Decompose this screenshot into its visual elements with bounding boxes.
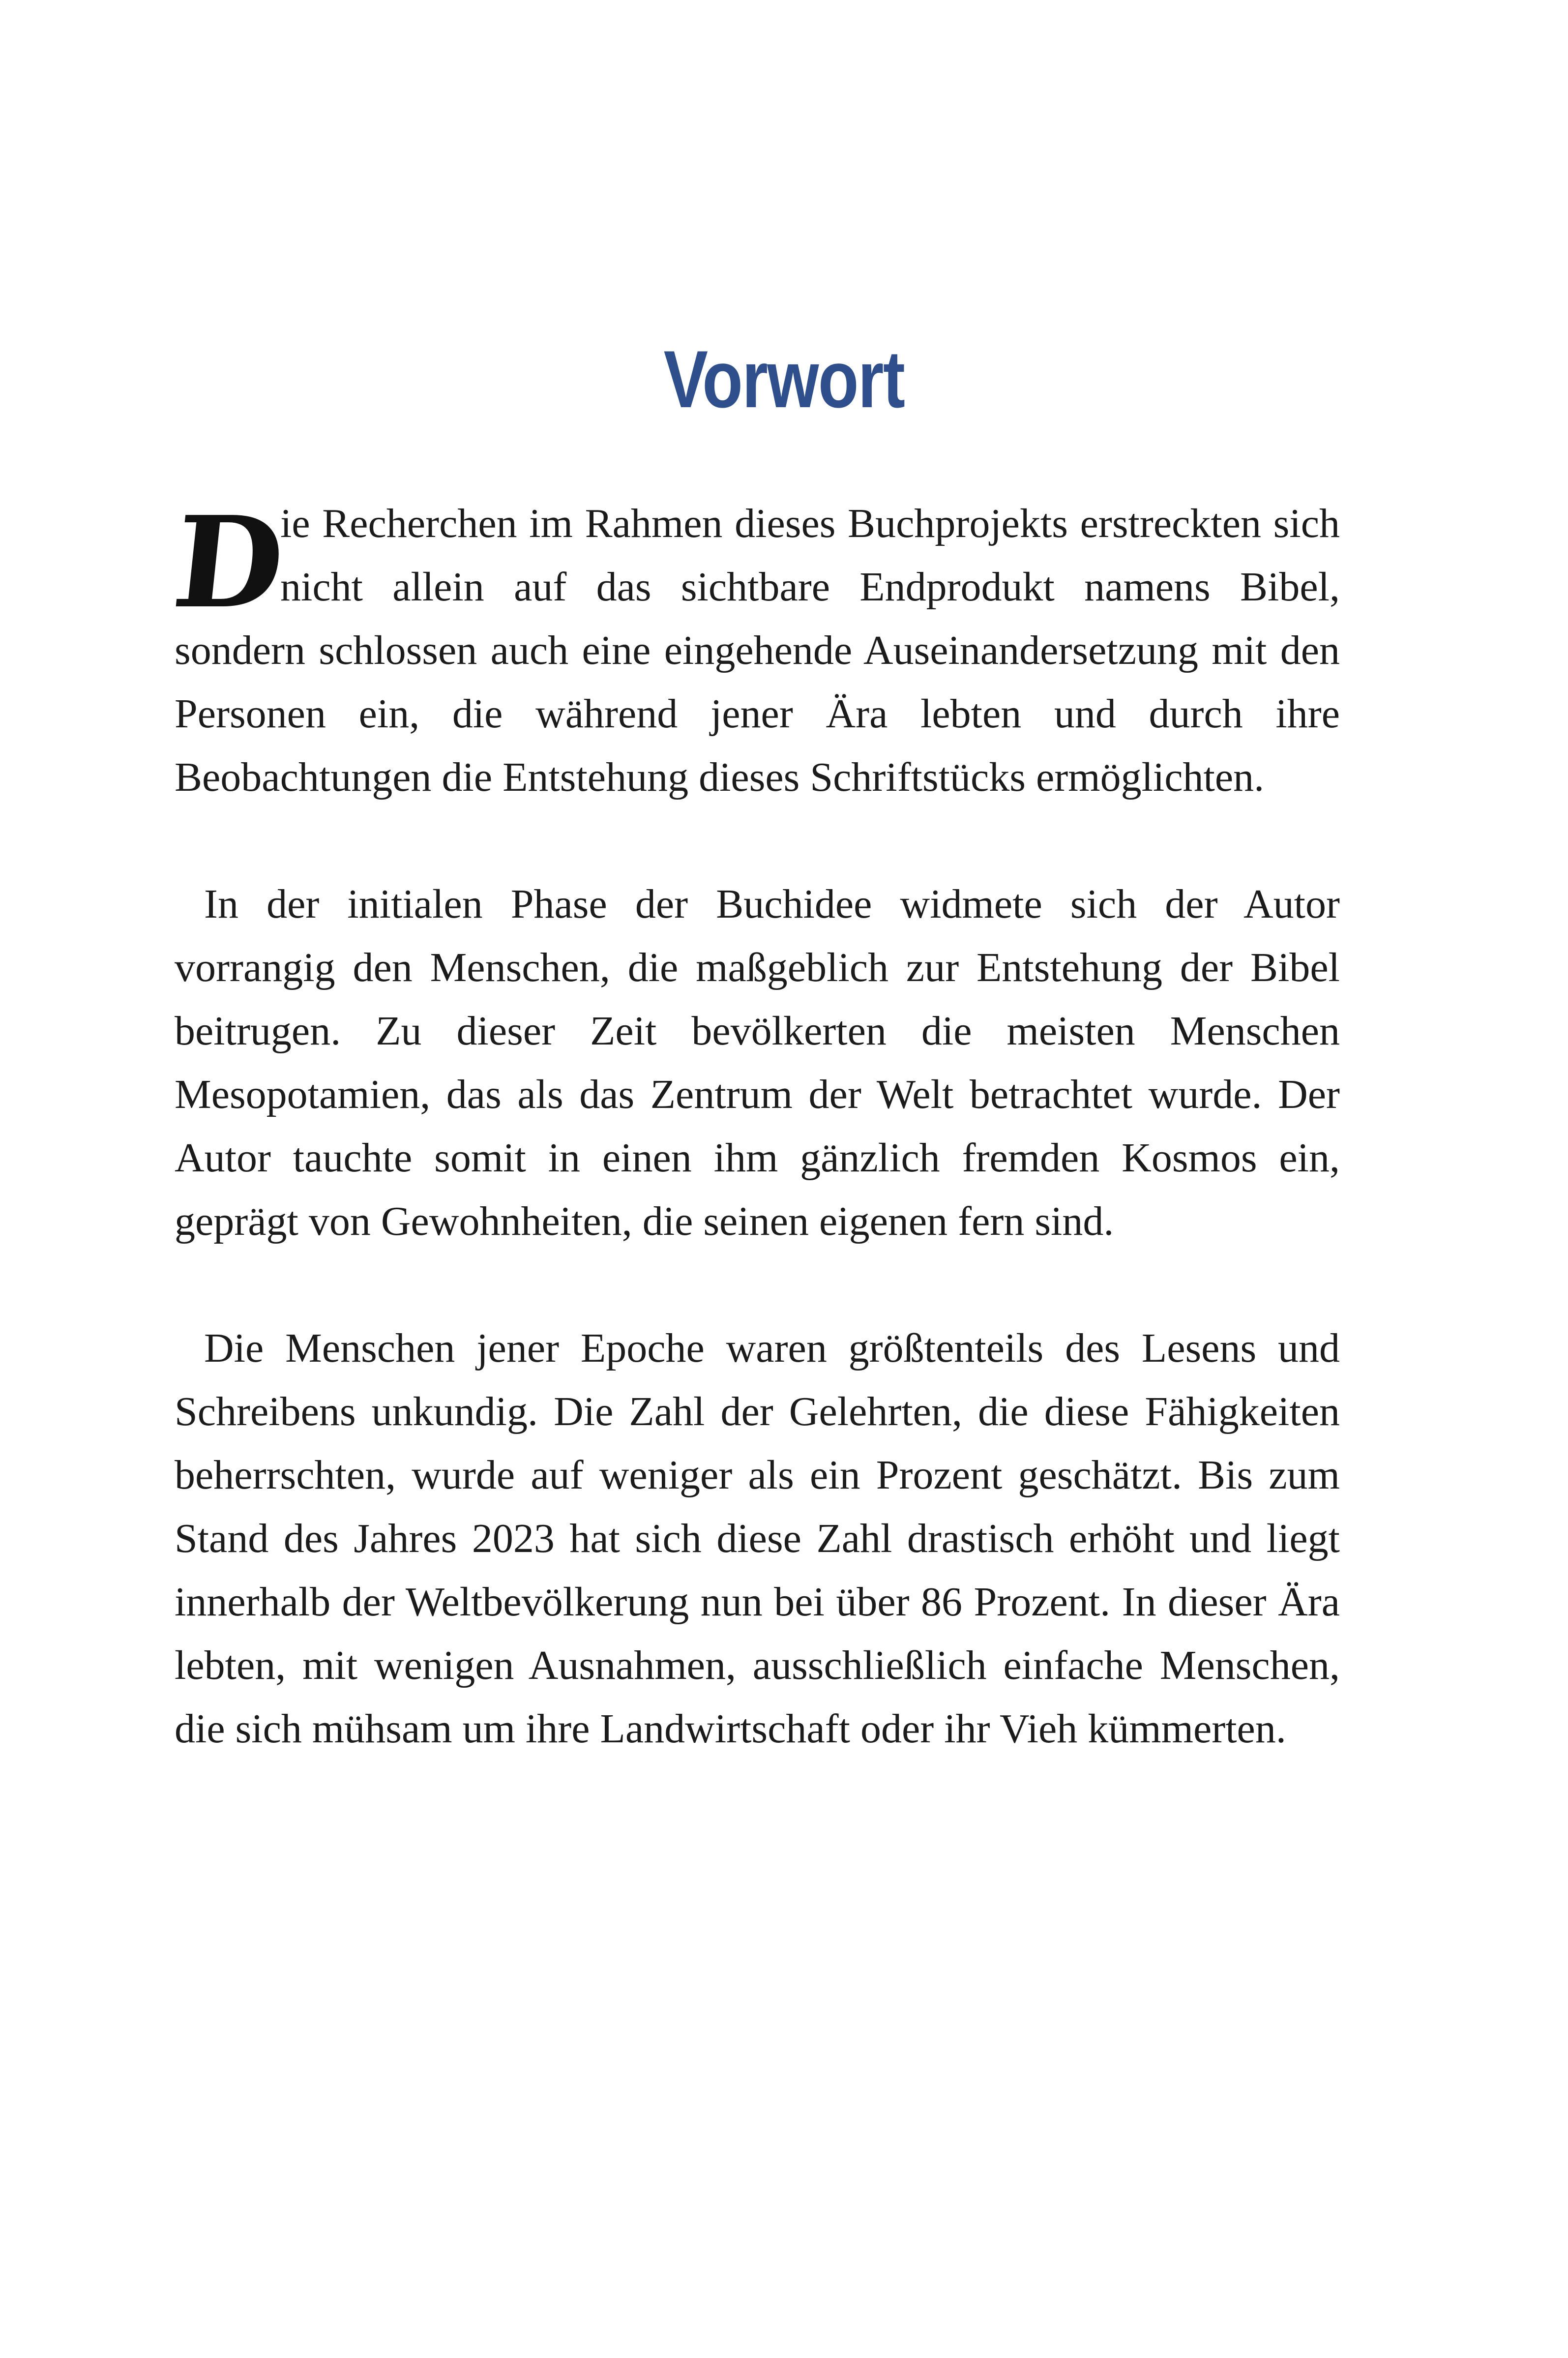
drop-cap-initial: D xyxy=(167,489,291,636)
paragraph-1-text: ie Recherchen im Rahmen dieses Buchprojekts erstreckten sich nicht allein auf das sichtbare Endprodukt namens Bibel, sondern schlossen auch eine eingehende Auseinandersetzung mit den Personen ein, die während jener Ära lebten und durch ihre Beobachtungen die Entstehung dieses Schriftstücks ermöglichten. xyxy=(175,501,1340,800)
paragraph-1 xyxy=(167,489,1340,809)
paragraph-2: In der initialen Phase der Buchidee widmete sich der Autor vorrangig den Menschen, die maßgeblich zur Entstehung der Bibel beitrugen. Zu dieser Zeit bevölkerten die meisten Menschen Mesopotamien, das als das Zentrum der Welt betrachtet wurde. Der Autor tauchte somit in einen ihm gänzlich fremden Kosmos ein, geprägt von Gewohnheiten, die seinen eigenen fern sind. xyxy=(175,881,1340,1244)
paragraph-3: Die Menschen jener Epoche waren größtenteils des Lesens und Schreibens unkundig. Die Zahl der Gelehrten, die diese Fähigkeiten beherrschten, wurde auf weniger als ein Prozent geschätzt. Bis zum Stand des Jahres 2023 hat sich diese Zahl drastisch erhöht und liegt innerhalb der Weltbevölkerung nun bei über 86 Prozent. In dieser Ära lebten, mit wenigen Ausnahmen, ausschließlich einfache Menschen, die sich mühsam um ihre Landwirtschaft oder ihr Vieh kümmerten. xyxy=(175,1325,1340,1752)
page-title: Vorwort xyxy=(663,333,905,424)
page-body xyxy=(167,489,1340,1824)
